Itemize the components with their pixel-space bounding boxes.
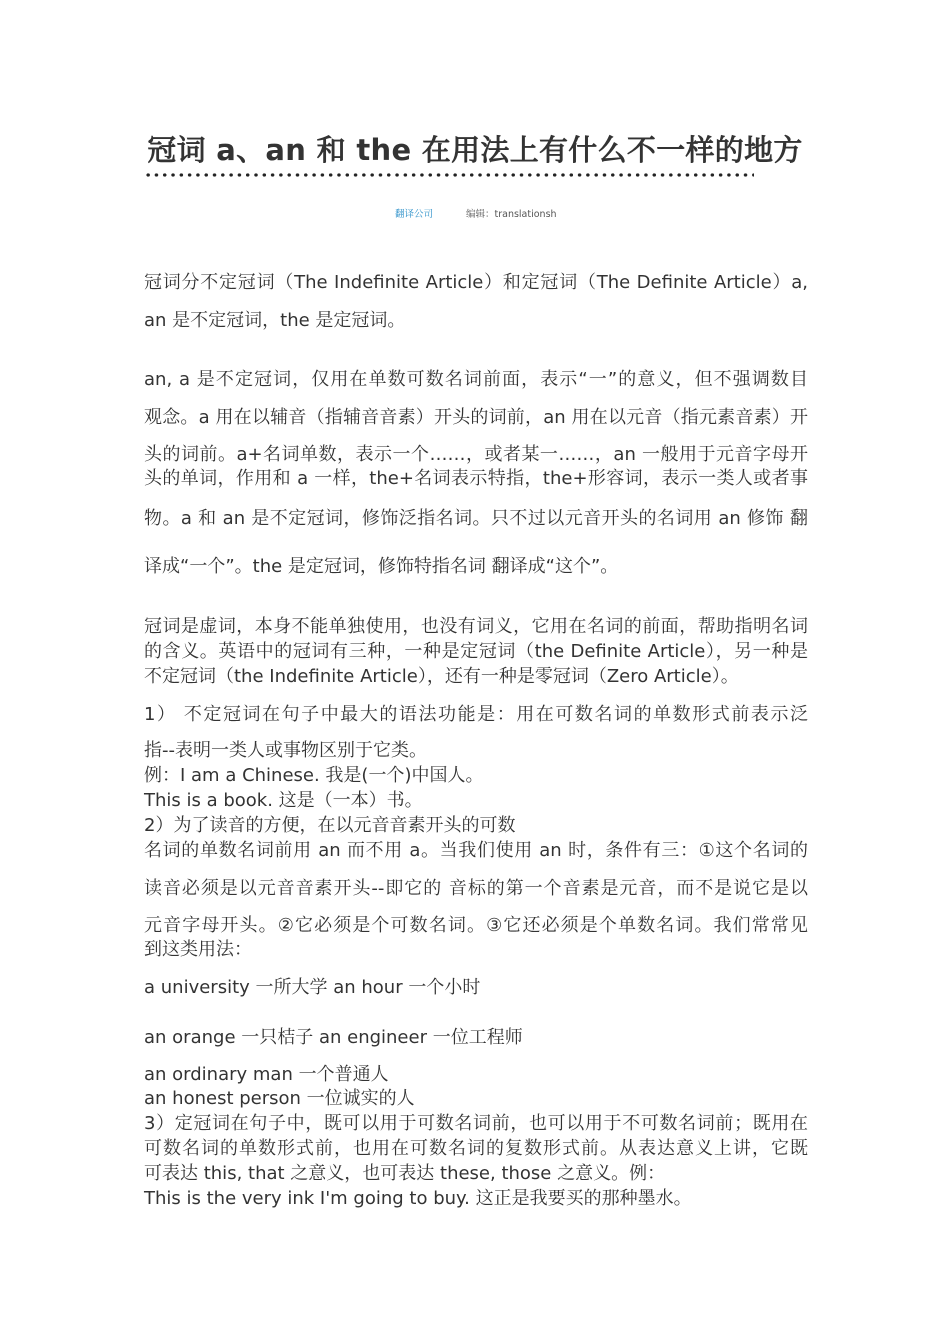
- text-line: 读音必须是以元音音素开头--即它的 音标的第一个音素是元音，而不是说它是以: [144, 878, 808, 899]
- text-line: This is the very ink I'm going to buy. 这正是我要买的那种墨水。: [144, 1188, 692, 1209]
- title-dotted-divider: [144, 172, 754, 178]
- text-line: 观念。a 用在以辅音（指辅音音素）开头的词前，an 用在以元音（指元素音素）开: [144, 407, 808, 428]
- editor-credit: 编辑：translationsh: [466, 209, 557, 220]
- text-line: an 是不定冠词，the 是定冠词。: [144, 310, 406, 331]
- text-line: an, a 是不定冠词，仅用在单数可数名词前面，表示“一”的意义，但不强调数目: [144, 369, 808, 390]
- text-line: 头的词前。a+名词单数，表示一个……，或者某一……，an 一般用于元音字母开: [144, 444, 808, 465]
- text-line: 2）为了读音的方便，在以元音音素开头的可数: [144, 815, 516, 836]
- text-line: 1） 不定冠词在句子中最大的语法功能是：用在可数名词的单数形式前表示泛: [144, 704, 808, 725]
- text-line: 例：I am a Chinese. 我是(一个)中国人。: [144, 765, 484, 786]
- text-line: 冠词分不定冠词（The Indefinite Article）和定冠词（The Definite Article）a,: [144, 272, 808, 293]
- text-line: 可数名词的单数形式前，也用在可数名词的复数形式前。从表达意义上讲，它既: [144, 1138, 808, 1159]
- text-line: 到这类用法：: [144, 939, 252, 960]
- text-line: 头的单词，作用和 a 一样，the+名词表示特指，the+形容词，表示一类人或者事: [144, 468, 808, 489]
- text-line: an honest person 一位诚实的人: [144, 1088, 415, 1109]
- text-line: 名词的单数名词前用 an 而不用 a。当我们使用 an 时，条件有三：①这个名词的: [144, 840, 808, 861]
- text-line: an ordinary man 一个普通人: [144, 1064, 389, 1085]
- text-line: 不定冠词（the Indefinite Article），还有一种是零冠词（Zero Article）。: [144, 666, 739, 687]
- source-link[interactable]: 翻译公司: [395, 209, 434, 220]
- text-line: 可表达 this, that 之意义，也可表达 these, those 之意义。例：: [144, 1163, 666, 1184]
- text-line: a university 一所大学 an hour 一个小时: [144, 977, 481, 998]
- text-line: 元音字母开头。②它必须是个可数名词。③它还必须是个单数名词。我们常常见: [144, 915, 808, 936]
- text-line: 的含义。英语中的冠词有三种，一种是定冠词（the Definite Article），另一种是: [144, 641, 808, 662]
- text-line: 冠词是虚词，本身不能单独使用，也没有词义，它用在名词的前面，帮助指明名词: [144, 616, 808, 637]
- text-line: an orange 一只桔子 an engineer 一位工程师: [144, 1027, 523, 1048]
- text-line: 物。a 和 an 是不定冠词，修饰泛指名词。只不过以元音开头的名词用 an 修饰 翻: [144, 508, 808, 529]
- text-line: 指--表明一类人或事物区别于它类。: [144, 740, 427, 761]
- page-title: 冠词 a、an 和 the 在用法上有什么不一样的地方: [147, 133, 803, 167]
- text-line: 译成“一个”。the 是定冠词，修饰特指名词 翻译成“这个”。: [144, 556, 619, 577]
- text-line: This is a book. 这是（一本）书。: [144, 790, 423, 811]
- text-line: 3）定冠词在句子中，既可以用于可数名词前，也可以用于不可数名词前；既用在: [144, 1113, 808, 1134]
